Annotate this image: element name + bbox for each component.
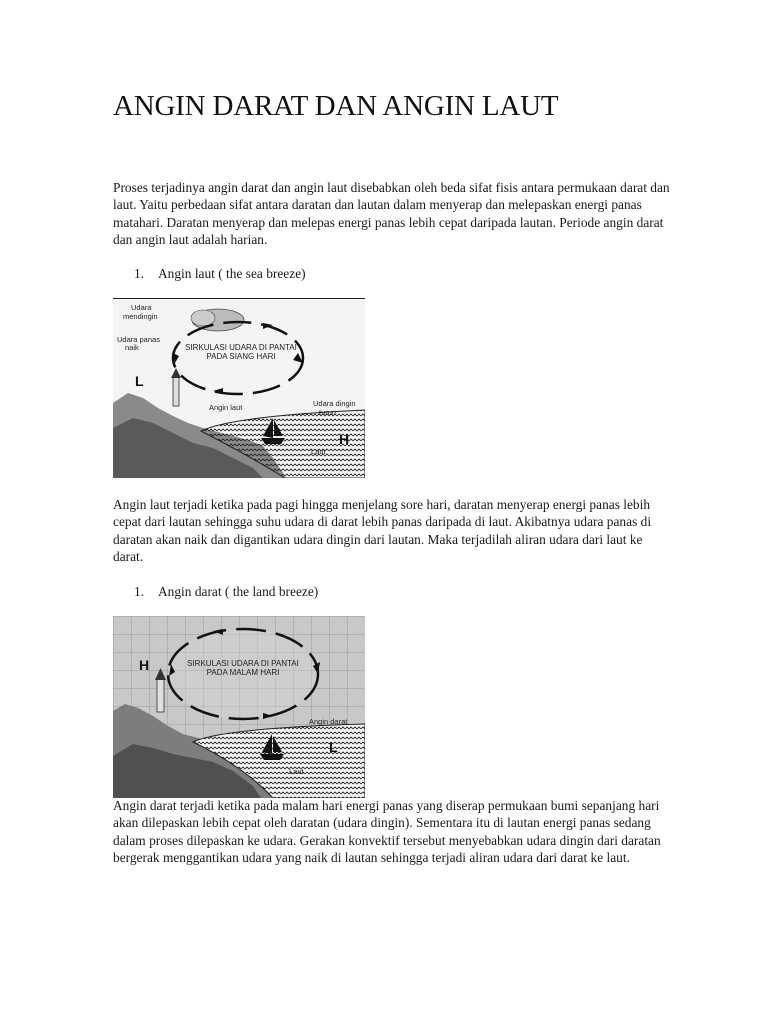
diagram-title-line1: SIRKULASI UDARA DI PANTAI <box>187 659 299 668</box>
label-wind: Angin darat <box>309 717 348 726</box>
label-hot-air-2: naik <box>125 343 139 352</box>
list-heading: Angin laut ( the sea breeze) <box>158 266 306 281</box>
sea-breeze-diagram <box>113 298 365 478</box>
list-item-sea-breeze <box>134 266 306 282</box>
land-breeze-description: Angin darat terjadi ketika pada malam hari energi panas yang diserap permukaan bumi sepanjang hari akan dilepaskan lebih cepat oleh daratan (udara dingin). Sementara itu di lautan energi panas sedang dalam proses dilepaskan ke udara. Gerakan konvektif tersebut menyebabkan udara dingin dari daratan bergerak menggantikan udara yang naik di lautan sehingga terjadi aliran udara dari darat ke laut. <box>113 798 661 866</box>
label-hot-air-1: Udara panas <box>117 335 160 344</box>
label-cool-air-1: Udara <box>131 303 152 312</box>
label-cold-air-2: turun <box>319 408 337 417</box>
list-item-land-breeze <box>134 584 318 600</box>
label-wind: Angin laut <box>209 403 243 412</box>
land-breeze-diagram <box>113 616 365 798</box>
label-sea: Laut <box>311 447 326 456</box>
label-low-pressure: L <box>135 373 144 389</box>
list-number: 1. <box>134 266 145 281</box>
label-high-pressure: H <box>139 657 150 673</box>
diagram-title-line2: PADA MALAM HARI <box>206 668 280 677</box>
list-heading: Angin darat ( the land breeze) <box>158 584 319 599</box>
label-cold-air-1: Udara dingin <box>313 399 356 408</box>
sea-breeze-description: Angin laut terjadi ketika pada pagi hingga menjelang sore hari, daratan menyerap energi panas lebih cepat dari lautan sehingga suhu udara di darat lebih panas daripada di laut. Akibatnya udara panas di daratan akan naik dan digantikan udara dingin dari lautan. Maka terjadilah aliran udara dari laut ke darat. <box>113 497 652 565</box>
list-number: 1. <box>134 584 145 599</box>
label-low-pressure: L <box>329 739 338 755</box>
document-title: ANGIN DARAT DAN ANGIN LAUT <box>113 90 559 122</box>
label-high-pressure: H <box>339 431 350 447</box>
label-cool-air-2: mendingin <box>123 312 158 321</box>
label-sea: Laut <box>289 767 304 776</box>
intro-paragraph: Proses terjadinya angin darat dan angin laut disebabkan oleh beda sifat fisis antara permukaan darat dan laut. Yaitu perbedaan sifat antara daratan dan lautan dalam menyerap dan melepaskan energi panas matahari. Daratan menyerap dan melepas energi panas lebih cepat daripada lautan. Periode angin darat dan angin laut adalah harian. <box>113 180 670 248</box>
diagram-title-line2: PADA SIANG HARI <box>206 352 276 361</box>
diagram-title-line1: SIRKULASI UDARA DI PANTAI <box>185 343 297 352</box>
